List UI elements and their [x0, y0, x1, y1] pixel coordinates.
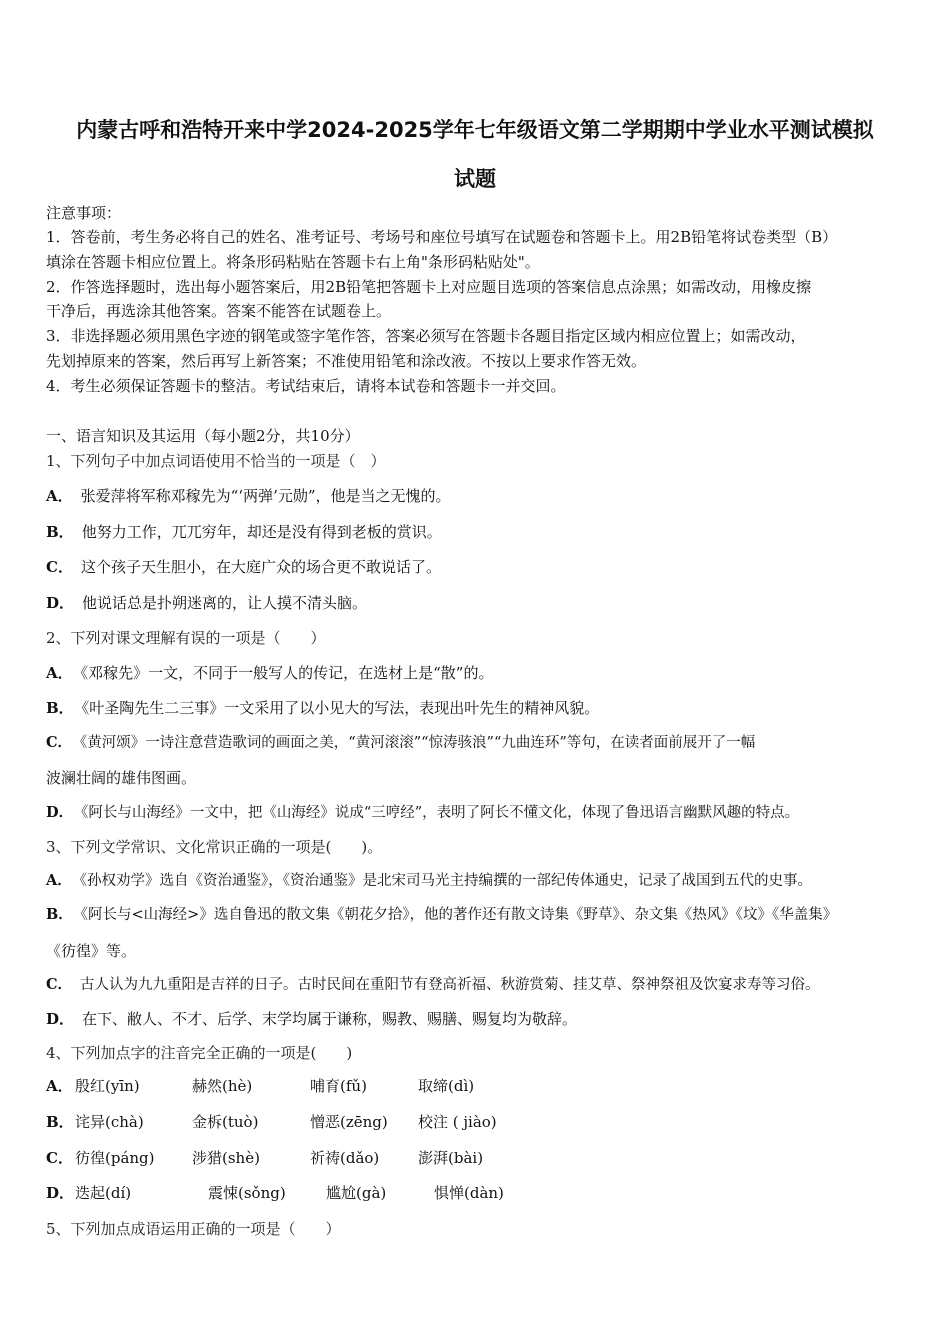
notice-line: 先划掉原来的答案，然后再写上新答案；不准使用铅笔和涂改液。不按以上要求作答无效。	[46, 352, 647, 370]
notice-line: 1．答卷前，考生务必将自己的姓名、准考证号、考场号和座位号填写在试题卷和答题卡上。用2B铅笔将试卷类型（B）	[46, 228, 838, 246]
option-row	[46, 1009, 577, 1029]
pinyin-item: 彷徨(páng)	[75, 1149, 155, 1167]
option-label: C．	[46, 558, 73, 576]
option-row	[46, 593, 367, 613]
option-label: B．	[46, 1113, 74, 1131]
option-text: 他努力工作，兀兀穷年，却还是没有得到老板的赏识。	[81, 523, 442, 541]
page-title: 内蒙古呼和浩特开来中学2024-2025学年七年级语文第二学期期中学业水平测试模拟	[76, 118, 874, 142]
option-label: A．	[46, 1077, 73, 1095]
pinyin-item: 迭起(dí)	[75, 1184, 132, 1202]
option-text: 张爱萍将军称邓稼先为“‘两弹’元勋”，他是当之无愧的。	[80, 487, 451, 505]
option-label: D．	[46, 1184, 75, 1202]
pinyin-item: 赫然(hè)	[192, 1077, 253, 1095]
option-text: 《叶圣陶先生二三事》一文采用了以小见大的写法，表现出叶先生的精神风貌。	[81, 699, 600, 717]
pinyin-item: 憎恶(zēng)	[310, 1113, 388, 1131]
option-row	[46, 975, 820, 995]
option-label: C．	[46, 1149, 73, 1167]
option-label: A．	[46, 664, 73, 682]
option-label: A．	[46, 872, 72, 889]
option-continuation	[46, 941, 136, 961]
option-label: B．	[46, 523, 74, 541]
option-label: C．	[46, 976, 73, 993]
pinyin-item: 祈祷(dǎo)	[310, 1149, 380, 1167]
notice-line: 填涂在答题卡相应位置上。将条形码粘贴在答题卡右上角"条形码粘贴处"。	[46, 253, 540, 271]
option-text: 《邓稼先》一文，不同于一般写人的传记，在选材上是“散”的。	[80, 664, 494, 682]
question-stem: 5、下列加点成语运用正确的一项是（ ）	[46, 1220, 341, 1238]
pinyin-item: 殷红(yīn)	[75, 1077, 140, 1095]
pinyin-item: 震悚(sǒng)	[208, 1184, 286, 1202]
question-stem: 1、下列句子中加点词语使用不恰当的一项是（ ）	[46, 452, 386, 470]
pinyin-item: 校注 ( jiào)	[418, 1113, 497, 1131]
option-text: 《阿长与<山海经>》选自鲁迅的散文集《朝花夕拾》，他的著作还有散文诗集《野草》、杂文集《热风》《坟》《华盖集》	[80, 907, 838, 923]
option-label: B．	[46, 906, 73, 923]
page-title-line2: 试题	[454, 167, 496, 191]
option-text: 《彷徨》等。	[46, 942, 137, 960]
option-label: A．	[46, 487, 73, 505]
pinyin-item: 哺育(fǔ)	[310, 1077, 367, 1095]
pinyin-item: 金柝(tuò)	[192, 1113, 259, 1131]
notice-line: 干净后，再选涂其他答案。答案不能答在试题卷上。	[46, 302, 392, 320]
option-continuation	[46, 768, 196, 788]
notice-line: 4．考生必须保证答题卡的整洁。考试结束后，请将本试卷和答题卡一并交回。	[46, 377, 566, 395]
section-heading: 一、语言知识及其运用（每小题2分，共10分）	[46, 427, 360, 445]
option-text: 这个孩子天生胆小，在大庭广众的场合更不敢说话了。	[80, 558, 441, 576]
notice-line: 2．作答选择题时，选出每小题答案后，用2B铅笔把答题卡上对应题目选项的答案信息点涂黑；如需改动，用橡皮擦	[46, 278, 812, 296]
option-text: 在下、敝人、不才、后学、末学均属于谦称，赐教、赐膳、赐复均为敬辞。	[82, 1010, 578, 1028]
option-label: D．	[46, 594, 75, 612]
option-label: D．	[46, 804, 74, 821]
option-row	[46, 663, 493, 683]
question-stem: 3、下列文学常识、文化常识正确的一项是( )。	[46, 838, 383, 856]
notice-line: 3．非选择题必须用黑色字迹的钢笔或签字笔作答，答案必须写在答题卡各题目指定区域内相应位置上；如需改动，	[46, 327, 806, 345]
option-text: 波澜壮阔的雄伟图画。	[46, 769, 197, 787]
question-stem: 4、下列加点字的注音完全正确的一项是( )	[46, 1044, 353, 1062]
option-row	[46, 803, 799, 823]
option-text: 《孙权劝学》选自《资治通鉴》，《资治通鉴》是北宋司马光主持编撰的一部纪传体通史，记录了战国到五代的史事。	[79, 873, 813, 889]
option-row	[46, 871, 812, 891]
pinyin-item: 澎湃(bài)	[418, 1149, 484, 1167]
option-text: 《黄河颂》一诗注意营造歌词的画面之美，“黄河滚滚”“惊涛骇浪”“九曲连环”等句，在读者面前展开了一幅	[80, 735, 756, 751]
pinyin-item: 取缔(dì)	[418, 1077, 475, 1095]
pinyin-item: 惧惮(dàn)	[434, 1184, 504, 1202]
option-row	[46, 733, 755, 753]
option-row	[46, 905, 837, 925]
option-text: 古人认为九九重阳是吉祥的日子。古时民间在重阳节有登高祈福、秋游赏菊、挂艾草、祭神祭祖及饮宴求寿等习俗。	[80, 977, 820, 993]
option-label: C．	[46, 734, 73, 751]
option-row	[46, 557, 441, 577]
question-stem: 2、下列对课文理解有误的一项是（ ）	[46, 629, 326, 647]
option-text: 他说话总是扑朔迷离的，让人摸不清头脑。	[82, 594, 368, 612]
pinyin-item: 诧异(chà)	[75, 1113, 144, 1131]
option-row	[46, 522, 442, 542]
option-label: D．	[46, 1010, 75, 1028]
option-row	[46, 698, 599, 718]
pinyin-item: 尴尬(gà)	[326, 1184, 387, 1202]
option-label: B．	[46, 699, 74, 717]
pinyin-item: 涉猎(shè)	[192, 1149, 260, 1167]
option-row	[46, 486, 451, 506]
option-text: 《阿长与山海经》一文中，把《山海经》说成“三哼经”，表明了阿长不懂文化，体现了鲁迅语言幽默风趣的特点。	[81, 805, 800, 821]
notice-heading: 注意事项：	[46, 204, 122, 222]
